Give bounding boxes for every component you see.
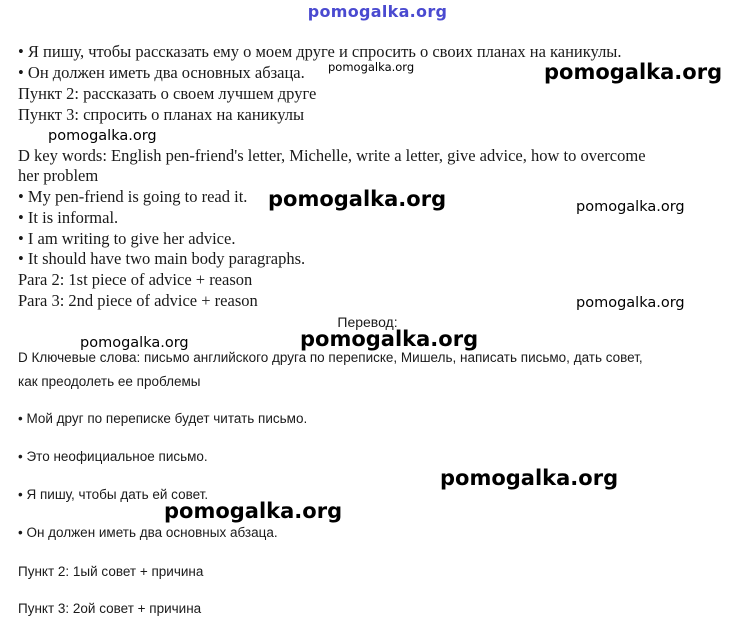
translation-para-2: Пункт 2: 1ый совет + причина [18,564,204,579]
english-para-3: Para 3: 2nd piece of advice + reason [18,291,258,310]
watermark-top: pomogalka.org [307,2,448,21]
translation-bullet-4: • Он должен иметь два основных абзаца. [18,525,278,540]
translation-bullet-1: • Мой друг по переписке будет читать письмо. [18,411,308,426]
translation-bullet-2: • Это неофициальное письмо. [18,449,208,464]
intro-line-4: Пункт 3: спросить о планах на каникулы [18,105,305,124]
english-bullet-2: • It is informal. [18,208,119,227]
translation-bullet-3: • Я пишу, чтобы дать ей совет. [18,487,209,502]
english-bullet-3: • I am writing to give her advice. [18,229,236,248]
translation-key-words-line-1: D Ключевые слова: письмо английского друга по переписке, Мишель, написать письмо, дать совет, [18,350,643,365]
english-bullet-4: • It should have two main body paragraphs. [18,249,306,268]
watermark-large-5: pomogalka.org [164,499,343,523]
watermark-large-3: pomogalka.org [300,327,479,351]
translation-para-3: Пункт 3: 2ой совет + причина [18,601,202,616]
intro-line-3: Пункт 2: рассказать о своем лучшем друге [18,84,317,103]
english-bullet-1: • My pen-friend is going to read it. [18,187,248,206]
watermark-medium-3: pomogalka.org [576,295,685,311]
translation-key-words-line-2: как преодолеть ее проблемы [18,374,201,389]
intro-line-1: • Я пишу, чтобы рассказать ему о моем друге и спросить о своих планах на каникулы. [18,42,622,61]
watermark-medium-2: pomogalka.org [576,199,685,215]
watermark-medium-4: pomogalka.org [80,335,189,351]
intro-line-2: • Он должен иметь два основных абзаца. [18,63,305,82]
english-key-words-line-2: her problem [18,166,99,185]
watermark-large-1: pomogalka.org [544,60,723,84]
watermark-small-1: pomogalka.org [328,60,415,74]
translation-heading: Перевод: [337,314,398,330]
watermark-medium-1: pomogalka.org [48,128,157,144]
english-key-words-line-1: D key words: English pen-friend's letter, Michelle, write a letter, give advice, how to overcome [18,146,646,165]
english-para-2: Para 2: 1st piece of advice + reason [18,270,253,289]
watermark-large-2: pomogalka.org [268,187,447,211]
watermark-large-4: pomogalka.org [440,466,619,490]
